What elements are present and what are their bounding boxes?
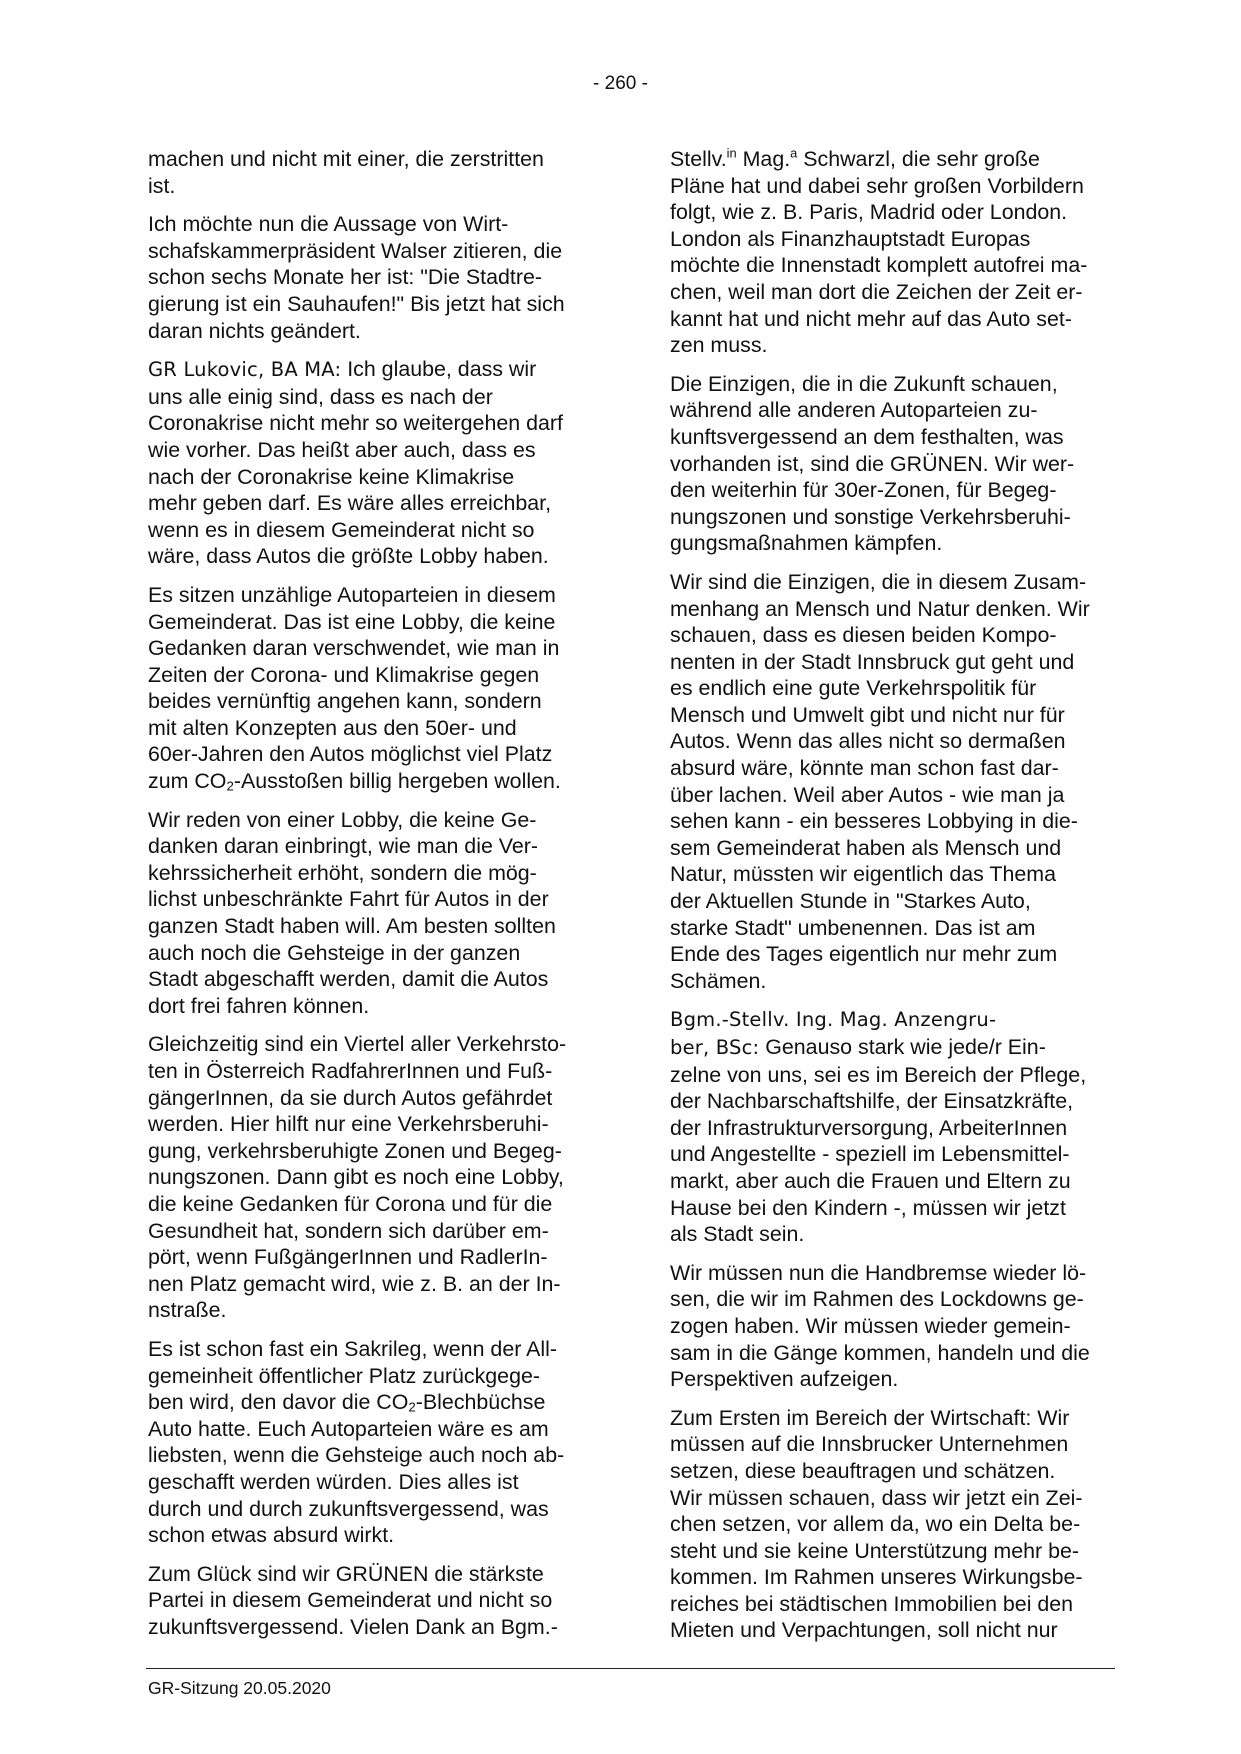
paragraph xyxy=(148,582,592,795)
paragraph: Zum Glück sind wir GRÜNEN die stärkste Partei in diesem Gemeinderat und nicht so zukunftsvergessend. Vielen Dank an Bgm.- xyxy=(148,1561,558,1639)
subscript: 2 xyxy=(408,1399,416,1415)
paragraph: Wir sind die Einzigen, die in diesem Zusam- menhang an Mensch und Natur denken. Wir schauen, dass es diesen beiden Kompo- nenten in der Stadt Innsbruck gut geht und es endlich eine gute Verkehrspolitik für Mensch und Umwelt gibt und nicht nur für Autos. Wenn das alles nicht so dermaßen absurd wäre, könnte man schon fast dar- über lachen. Weil aber Autos - wie man ja sehen kann - ein besseres Lobbying in die- sem Gemeinderat haben als Mensch und Natur, müssten wir eigentlich das Thema der Aktuellen Stunde in "Starkes Auto, starke Stadt" umbenennen. Das ist am Ende des Tages eigentlich nur mehr zum Schämen. xyxy=(670,569,1090,993)
paragraph: Wir reden von einer Lobby, die keine Ge- danken daran einbringt, wie man die Ver- kehrssicherheit erhöht, sondern die mög- lichst unbeschränkte Fahrt für Autos in der ganzen Stadt haben will. Am besten sollten auch noch die Gehsteige in der ganzen Stadt abgeschafft werden, damit die Autos dort frei fahren können. xyxy=(148,807,556,1018)
right-column xyxy=(670,146,1114,1656)
speaker-name: GR Lukovic, BA MA: xyxy=(148,358,342,382)
paragraph: Ich möchte nun die Aussage von Wirt- schafskammerpräsident Walser zitieren, die schon sechs Monate her ist: "Die Stadtre- gierung ist ein Sauhaufen!" Bis jetzt hat sich daran nichts geändert. xyxy=(148,212,565,343)
footer-session-date: GR-Sitzung 20.05.2020 xyxy=(148,1678,331,1698)
text-segment: Es ist schon fast ein Sakrileg, wenn der All- gemeinheit öffentlicher Platz zurückgege- ben wird, den davor die CO xyxy=(148,1336,557,1415)
text-segment: -Ausstoßen billig hergeben wollen. xyxy=(233,769,561,794)
speech-text: Ich glaube, dass wir uns alle einig sind, dass es nach der Coronakrise nicht mehr so weitergehen darf wie vorher. Das heißt aber auch, dass es nach der Coronakrise keine Klimakrise mehr geben darf. Es wäre alles erreichbar, wenn es in diesem Gemeinderat nicht so wäre, dass Autos die größte Lobby haben. xyxy=(148,357,563,569)
text-segment: Stellv. xyxy=(670,147,727,171)
paragraph: Wir müssen nun die Handbremse wieder lö- sen, die wir im Rahmen des Lockdowns ge- zogen haben. Wir müssen wieder gemein- sam in die Gänge kommen, handeln und die Perspektiven aufzeigen. xyxy=(670,1260,1090,1392)
speaker-paragraph xyxy=(670,1006,1114,1247)
page-number: - 260 - xyxy=(593,73,648,94)
left-column xyxy=(148,146,592,1652)
paragraph: machen und nicht mit einer, die zerstritten ist. xyxy=(148,147,544,198)
speaker-name: Bgm.-Stellv. Ing. Mag. Anzengru- ber, BSc: xyxy=(670,1008,997,1059)
paragraph: Zum Ersten im Bereich der Wirtschaft: Wir müssen auf die Innsbrucker Unternehmen setzen, diese beauftragen und schätzen. Wir müssen schauen, dass wir jetzt ein Zei- chen setzen, vor allem da, wo ein Delta be- steht und sie keine Unterstützung mehr be- kommen. Im Rahmen unseres Wirkungsbe- reiches bei städtischen Immobilien bei den Mieten und Verpachtungen, soll nicht nur xyxy=(670,1405,1083,1643)
text-segment: Es sitzen unzählige Autoparteien in diesem Gemeinderat. Das ist eine Lobby, die keine Gedanken daran verschwendet, wie man in Zeiten der Corona- und Klimakrise gegen beides vernünftig angehen kann, sondern mit alten Konzepten aus den 50er- und 60er-Jahren den Autos möglichst viel Platz zum CO xyxy=(148,582,560,794)
text-segment: -Blechbüchse Auto hatte. Euch Autoparteien wäre es am liebsten, wenn die Gehsteige auch noch ab- geschafft werden würden. Dies alles ist durch und durch zukunftsvergessend, was schon etwas absurd wirkt. xyxy=(148,1390,565,1548)
text-segment: Schwarzl, die sehr große Pläne hat und dabei sehr großen Vorbildern folgt, wie z. B. Paris, Madrid oder London. London als Finanzhauptstadt Europas möchte die Innenstadt komplett autofrei ma- chen, weil man dort die Zeichen der Zeit er- kannt hat und nicht mehr auf das Auto set- zen muss. xyxy=(670,147,1088,358)
text-segment: Mag. xyxy=(736,147,791,171)
paragraph xyxy=(148,1336,592,1549)
subscript: 2 xyxy=(226,778,234,794)
superscript: in xyxy=(726,145,737,161)
paragraph: Gleichzeitig sind ein Viertel aller Verkehrsto- ten in Österreich RadfahrerInnen und Fuß- gängerInnen, da sie durch Autos gefährdet werden. Hier hilft nur eine Verkehrsberuhi- gung, verkehrsberuhigte Zonen und Begeg- nungszonen. Dann gibt es noch eine Lobby, die keine Gedanken für Corona und für die Gesundheit hat, sondern sich darüber em- pört, wenn FußgängerInnen und RadlerIn- nen Platz gemacht wird, wie z. B. an der In- nstraße. xyxy=(148,1032,567,1323)
speech-text: Genauso stark wie jede/r Ein- zelne von uns, sei es im Bereich der Pflege, der Nachbarschaftshilfe, der Einsatzkräfte, der Infrastrukturversorgung, ArbeiterInnen und Angestellte - speziell im Lebensmittel- markt, aber auch die Frauen und Eltern zu Hause bei den Kindern -, müssen wir jetzt als Stadt sein. xyxy=(670,1035,1087,1247)
speaker-paragraph xyxy=(148,356,592,570)
footer-divider xyxy=(146,1668,1115,1669)
paragraph: Die Einzigen, die in die Zukunft schauen, während alle anderen Autoparteien zu- kunftsvergessend an dem festhalten, was vorhanden ist, sind die GRÜNEN. Wir wer- den weiterhin für 30er-Zonen, für Begeg- nungszonen und sonstige Verkehrsberuhi- gungsmaßnahmen kämpfen. xyxy=(670,371,1075,556)
superscript: a xyxy=(790,145,798,161)
paragraph xyxy=(670,146,1114,359)
